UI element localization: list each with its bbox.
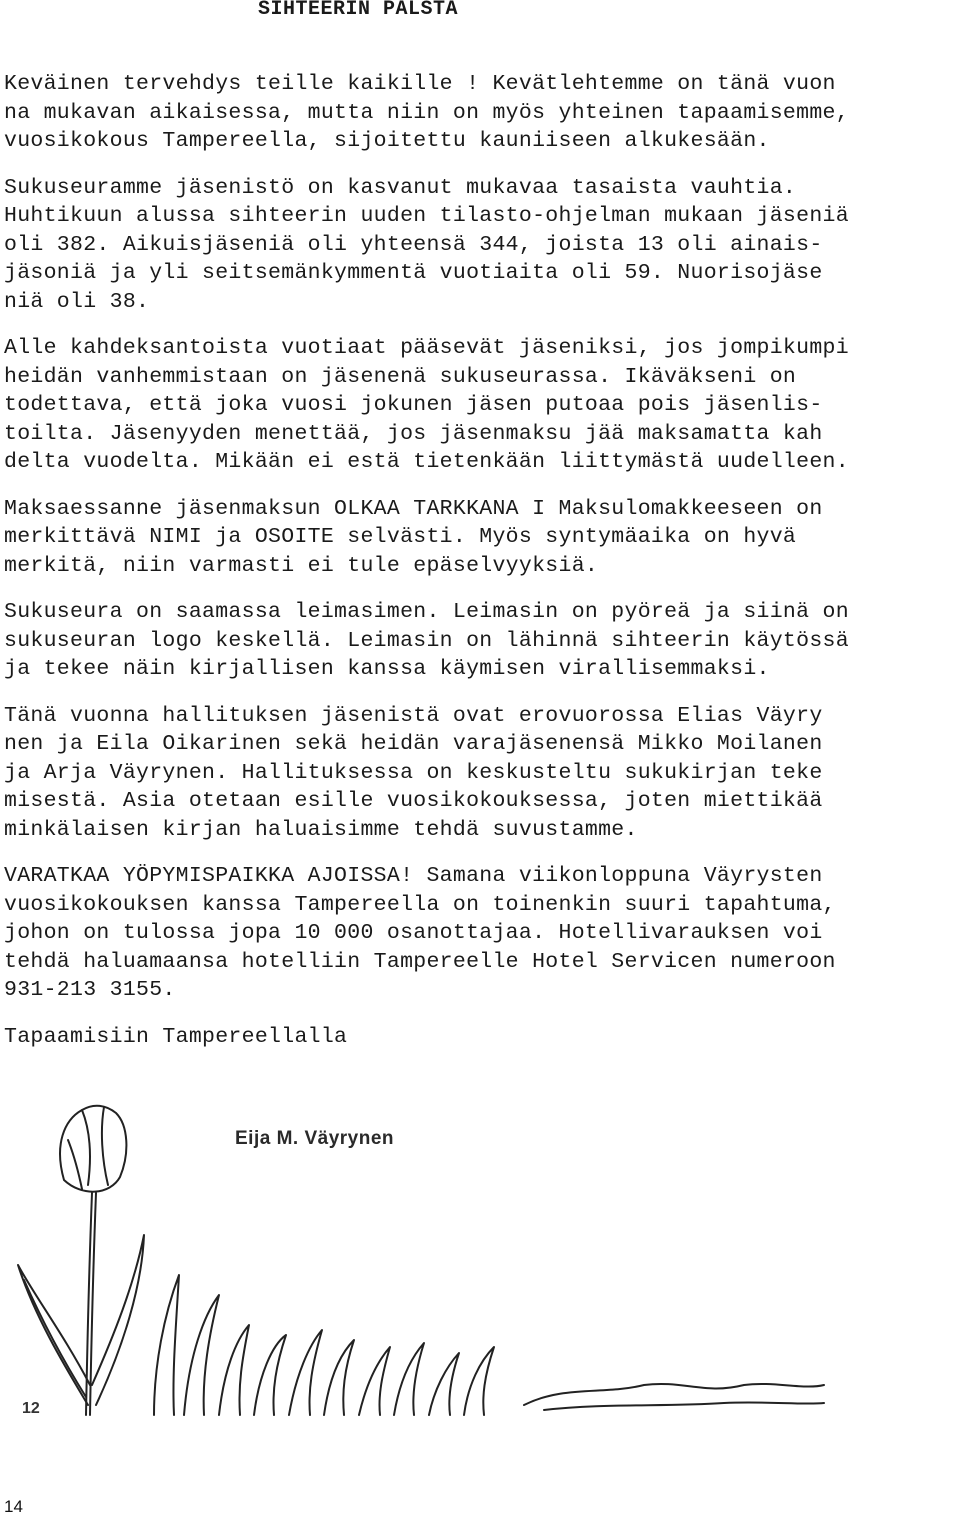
text-line: jäsoniä ja yli seitsemänkymmentä vuotiaita oli 59. Nuorisojäse [4,261,823,285]
article-body [4,70,960,1069]
page-title: SIHTEERIN PALSTA [258,0,459,21]
tulip-illustration [4,1085,830,1465]
text-line: 931-213 3155. [4,978,176,1002]
text-line: heidän vanhemmistaan on jäsenenä sukuseurassa. Ikäväkseni on [4,364,797,389]
text-line: toilta. Jäsenyyden menettää, jos jäsenmaksu jää maksamatta kah [4,421,823,446]
text-line: minkälaisen kirjan haluaisimme tehdä suvustamme. [4,817,638,842]
text-line: Alle kahdeksantoista vuotiaat pääsevät jäseniksi, jos jompikumpi [4,336,849,360]
illustration-page-number: 12 [22,1400,40,1417]
text-line: tehdä haluamaansa hotelliin Tampereelle Hotel Servicen numeroon [4,949,836,974]
text-line: na mukavan aikaisessa, mutta niin on myös yhteinen tapaamisemme, [4,100,849,125]
paragraph-payment [4,495,960,581]
text-line: niä oli 38. [4,289,150,314]
text-line: merkittävä NIMI ja OSOITE selvästi. Myös syntymäaika on hyvä [4,525,797,549]
text-line: Huhtikuun alussa sihteerin uuden tilasto-ohjelman mukaan jäseniä [4,204,849,228]
text-line: Keväinen tervehdys teille kaikille ! Kevätlehtemme on tänä vuon [4,72,836,96]
text-line: delta vuodelta. Mikään ei estä tietenkään liittymästä uudelleen. [4,450,849,474]
paragraph-youth [4,334,960,477]
text-line: Sukuseuramme jäsenistö on kasvanut mukavaa tasaista vauhtia. [4,175,797,200]
paragraph-board [4,702,960,845]
text-line: Maksaessanne jäsenmaksun OLKAA TARKKANA I Maksulomakkeeseen on [4,496,823,521]
text-line: sukuseuran logo keskellä. Leimasin on lähinnä sihteerin käytössä [4,628,849,653]
text-line: oli 382. Aikuisjäseniä oli yhteensä 344, joista 13 oli ainais- [4,232,823,257]
signature: Eija M. Väyrynen [235,1128,395,1149]
text-line: johon on tulossa jopa 10 000 osanottajaa. Hotellivarauksen voi [4,921,823,945]
text-line: vuosikokouksen kanssa Tampereella on toinenkin suuri tapahtuma, [4,892,836,917]
text-line: ja Arja Väyrynen. Hallituksessa on keskusteltu sukukirjan teke [4,760,823,785]
page-number: 14 [4,1497,23,1516]
text-line: ja tekee näin kirjallisen kanssa käymisen virallisemmaksi. [4,657,770,681]
paragraph-booking [4,862,960,1005]
text-line: merkitä, niin varmasti ei tule epäselvyyksiä. [4,553,599,578]
paragraph-greeting [4,70,960,156]
text-line: Tänä vuonna hallituksen jäsenistä ovat erovuorossa Elias Väyry [4,703,823,728]
paragraph-membership [4,174,960,317]
text-line: Tapaamisiin Tampereellalla [4,1024,348,1049]
paragraph-stamp [4,598,960,684]
paragraph-closing [4,1023,960,1052]
text-line: VARATKAA YÖPYMISPAIKKA AJOISSA! Samana viikonloppuna Väyrysten [4,864,823,888]
text-line: misestä. Asia otetaan esille vuosikokouksessa, joten miettikää [4,789,823,813]
text-line: nen ja Eila Oikarinen sekä heidän varajäsenensä Mikko Moilanen [4,732,823,756]
text-line: vuosikokous Tampereella, sijoitettu kauniiseen alkukesään. [4,129,770,153]
text-line: Sukuseura on saamassa leimasimen. Leimasin on pyöreä ja siinä on [4,600,849,624]
text-line: todettava, että joka vuosi jokunen jäsen putoaa pois jäsenlis- [4,393,823,417]
